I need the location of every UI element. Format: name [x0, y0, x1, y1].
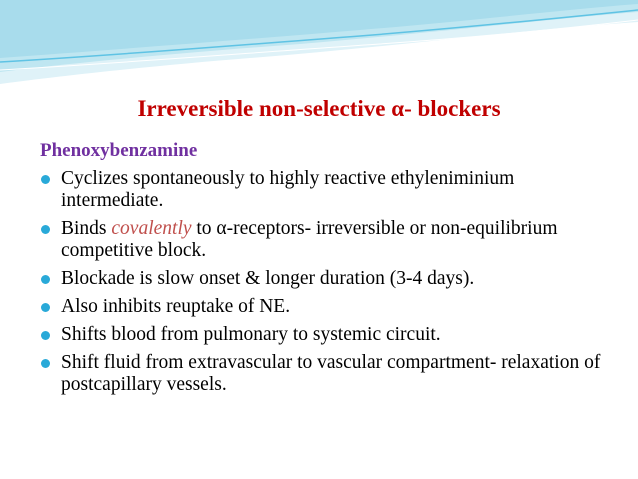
bullet-icon: [41, 303, 50, 312]
bullet-text: Cyclizes spontaneously to highly reactive ethyleniminium intermediate.: [61, 168, 515, 211]
bullet-item: [40, 218, 615, 262]
bullet-text: Also inhibits reuptake of NE.: [61, 296, 291, 317]
bullet-item: [40, 324, 615, 346]
bullet-item: [40, 268, 615, 290]
bullet-icon: [41, 359, 50, 368]
bullet-icon: [41, 331, 50, 340]
bullet-list: [40, 168, 615, 402]
bullet-text-suffix: to α-receptors- irreversible or non-equilibrium competitive block.: [61, 218, 558, 261]
bullet-emphasis: covalently: [111, 218, 192, 239]
drug-name-heading: Phenoxybenzamine: [40, 140, 198, 161]
bullet-icon: [41, 225, 50, 234]
header-wave-decoration: [0, 0, 638, 90]
bullet-icon: [41, 275, 50, 284]
bullet-text-prefix: Binds: [61, 218, 112, 239]
bullet-icon: [41, 175, 50, 184]
bullet-text: Shift fluid from extravascular to vascular compartment- relaxation of postcapillary vessels.: [61, 352, 601, 395]
bullet-text: Shifts blood from pulmonary to systemic circuit.: [61, 324, 441, 345]
bullet-text: Blockade is slow onset & longer duration (3-4 days).: [61, 268, 475, 289]
slide-title: Irreversible non-selective α- blockers: [137, 96, 501, 121]
bullet-item: [40, 296, 615, 318]
bullet-item: [40, 168, 615, 212]
bullet-item: [40, 352, 615, 396]
